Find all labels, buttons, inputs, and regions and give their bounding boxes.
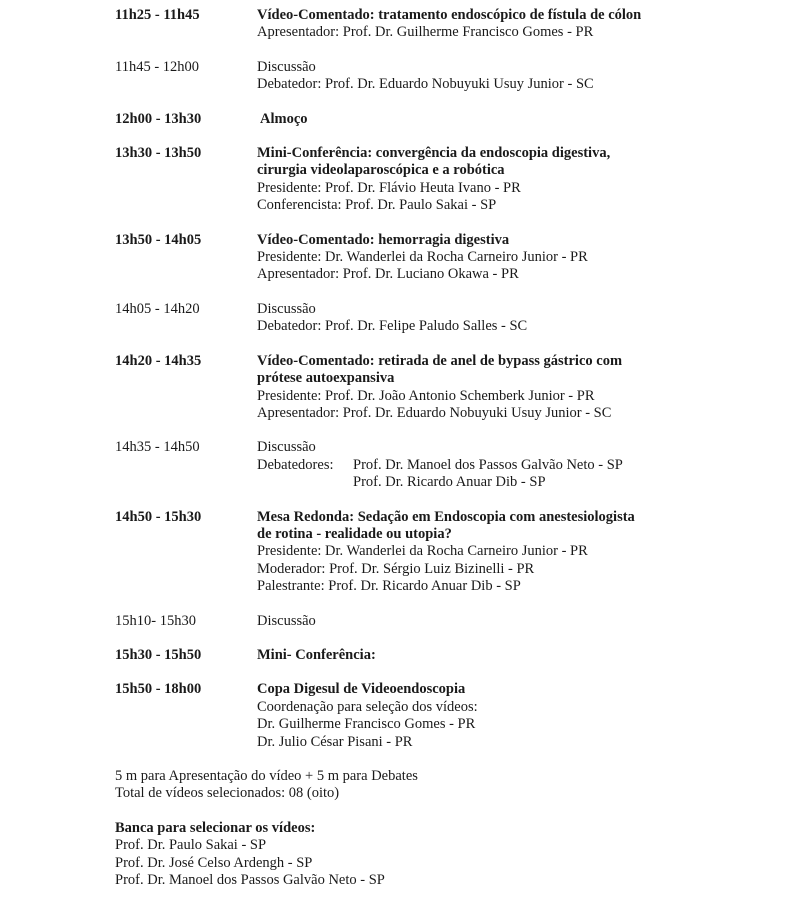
entry-participant: Presidente: Prof. Dr. Flávio Heuta Ivano - PR [257,179,521,196]
entry-participant: Presidente: Dr. Wanderlei da Rocha Carneiro Junior - PR [257,249,588,266]
debaters-block [257,457,755,492]
entry-title: Mesa Redonda: Sedação em Endoscopia com anestesiologista [257,508,635,525]
entry-description [257,647,755,664]
entry-participant: Conferencista: Prof. Dr. Paulo Sakai - SP [257,197,497,214]
entry-description [257,681,755,751]
entry-description [257,439,755,491]
entry-title: Copa Digesul de Videoendoscopia [257,681,466,698]
panel-title: Banca para selecionar os vídeos: [115,819,316,836]
schedule-entry [115,111,755,128]
entry-title-continued: prótese autoexpansiva [257,370,395,387]
entry-title-continued: cirurgia videolaparoscópica e a robótica [257,162,505,179]
debaters-label: Debatedores: [257,456,334,473]
schedule-entry [115,647,755,664]
entry-time: 14h35 - 14h50 [115,439,200,456]
entry-description [257,232,755,284]
entry-time: 11h45 - 12h00 [115,58,200,75]
entry-title: Discussão [257,300,316,317]
entry-participant: Apresentador: Prof. Dr. Eduardo Nobuyuki Usuy Junior - SC [257,404,612,421]
entry-title: Discussão [257,439,316,456]
entry-participant: Palestrante: Prof. Dr. Ricardo Anuar Dib - SP [257,578,521,595]
panel-member: Prof. Dr. Paulo Sakai - SP [115,837,267,854]
schedule-entry [115,681,755,751]
schedule-entry [115,7,755,42]
entry-participant: Debatedor: Prof. Dr. Eduardo Nobuyuki Usuy Junior - SC [257,76,594,93]
entry-title: Vídeo-Comentado: tratamento endoscópico de fístula de cólon [257,7,642,23]
entry-time: 15h10- 15h30 [115,612,196,629]
schedule-document [115,7,755,889]
schedule-entry [115,613,755,630]
entry-participant: Apresentador: Prof. Dr. Luciano Okawa - PR [257,266,519,283]
entry-time: 14h05 - 14h20 [115,300,200,317]
entry-participant: Debatedor: Prof. Dr. Felipe Paludo Salles - SC [257,318,528,335]
entry-participant: Presidente: Dr. Wanderlei da Rocha Carneiro Junior - PR [257,543,588,560]
total-videos-note: Total de vídeos selecionados: 08 (oito) [115,785,340,802]
panel-member: Prof. Dr. Manoel dos Passos Galvão Neto - SP [115,872,385,889]
schedule-entry [115,439,755,491]
entry-description [257,7,755,42]
entry-description [257,59,755,94]
entry-title: Mini- Conferência: [257,646,376,663]
entry-title-continued: de rotina - realidade ou utopia? [257,525,452,542]
panel-member: Prof. Dr. José Celso Ardengh - SP [115,854,313,871]
schedule-entry [115,59,755,94]
entry-time: 14h50 - 15h30 [115,508,202,525]
entry-title: Mini-Conferência: convergência da endoscopia digestiva, [257,145,611,162]
entry-description [257,509,755,596]
entry-participant: Presidente: Prof. Dr. João Antonio Schemberk Junior - PR [257,387,595,404]
schedule-entry [115,509,755,596]
entry-description [257,353,755,423]
entry-participant: Dr. Julio César Pisani - PR [257,733,413,750]
entry-participant: Moderador: Prof. Dr. Sérgio Luiz Bizinelli - PR [257,560,535,577]
entry-title: Discussão [257,612,316,629]
entry-time: 14h20 - 14h35 [115,352,202,369]
debater: Prof. Dr. Manoel dos Passos Galvão Neto - SP [353,456,623,473]
entry-time: 13h30 - 13h50 [115,145,202,162]
notes-section [115,768,755,889]
entry-time: 11h25 - 11h45 [115,7,200,23]
debater: Prof. Dr. Ricardo Anuar Dib - SP [353,474,546,491]
entry-description [257,111,755,128]
entry-description [257,301,755,336]
entry-time: 15h30 - 15h50 [115,646,202,663]
entry-participant: Apresentador: Prof. Dr. Guilherme Francisco Gomes - PR [257,24,594,41]
debaters-list [353,457,623,492]
schedule-entry [115,353,755,423]
video-timing-note: 5 m para Apresentação do vídeo + 5 m para Debates [115,768,418,784]
entry-description [257,613,755,630]
entry-time: 13h50 - 14h05 [115,231,202,248]
entry-title: Vídeo-Comentado: retirada de anel de bypass gástrico com [257,352,623,369]
entry-title: Vídeo-Comentado: hemorragia digestiva [257,231,510,248]
schedule-entry [115,301,755,336]
entry-title: Almoço [260,110,308,127]
entry-time: 12h00 - 13h30 [115,110,202,127]
entry-description [257,145,755,215]
schedule-entry [115,232,755,284]
entry-participant: Dr. Guilherme Francisco Gomes - PR [257,716,476,733]
entry-title: Discussão [257,58,316,75]
entry-participant: Coordenação para seleção dos vídeos: [257,698,478,715]
schedule-entry [115,145,755,215]
entry-time: 15h50 - 18h00 [115,681,202,698]
